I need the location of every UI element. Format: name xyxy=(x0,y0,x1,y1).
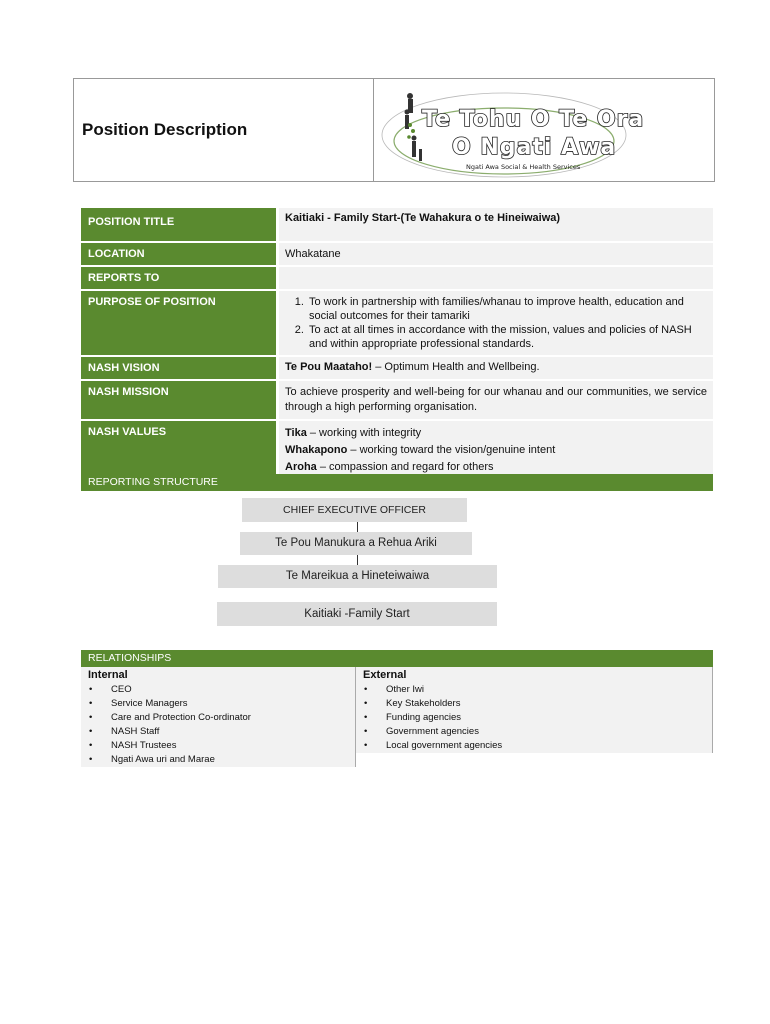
list-item: • Other Iwi xyxy=(356,683,712,697)
label-vision: NASH VISION xyxy=(81,356,278,380)
value-values xyxy=(278,420,714,481)
purpose-list xyxy=(285,295,707,351)
list-item: • Key Stakeholders xyxy=(356,697,712,711)
internal-list xyxy=(81,683,355,767)
org-box-manukura: Te Pou Manukura a Rehua Ariki xyxy=(240,532,472,555)
logo xyxy=(374,79,714,181)
external-label: External xyxy=(363,669,407,681)
value-reports-to xyxy=(278,266,714,290)
label-reports-to: REPORTS TO xyxy=(81,266,278,290)
reporting-structure-heading: REPORTING STRUCTURE xyxy=(81,474,713,491)
row-position-title xyxy=(81,208,713,242)
purpose-item: 2. To act at all times in accordance with the mission, values and policies of NASH and within appropriate professional standards. xyxy=(307,323,707,351)
label-location: LOCATION xyxy=(81,242,278,266)
relationships-heading: RELATIONSHIPS xyxy=(81,650,713,667)
value-item: Aroha – compassion and regard for others xyxy=(285,461,494,473)
figure-icon xyxy=(405,93,423,161)
row-location xyxy=(81,242,713,266)
value-location: Whakatane xyxy=(278,242,714,266)
title-cell xyxy=(74,79,374,181)
row-mission xyxy=(81,380,713,420)
row-purpose xyxy=(81,290,713,356)
list-item: • Government agencies xyxy=(356,725,712,739)
row-vision xyxy=(81,356,713,380)
label-position-title: POSITION TITLE xyxy=(81,208,278,242)
value-position-title: Kaitiaki - Family Start-(Te Wahakura o te Hineiwaiwa) xyxy=(278,208,714,242)
row-values xyxy=(81,420,713,481)
list-item: • NASH Staff xyxy=(81,725,355,739)
internal-column xyxy=(81,667,356,767)
internal-label: Internal xyxy=(88,669,128,681)
purpose-item: 1. To work in partnership with families/whanau to improve health, education and social outcomes for their tamariki xyxy=(307,295,707,323)
org-connector xyxy=(357,555,358,565)
list-item: • Service Managers xyxy=(81,697,355,711)
vision-text: – Optimum Health and Wellbeing. xyxy=(372,361,540,373)
org-box-ceo: CHIEF EXECUTIVE OFFICER xyxy=(242,498,467,522)
org-box-mareikua: Te Mareikua a Hineteiwaiwa xyxy=(218,565,497,588)
label-mission: NASH MISSION xyxy=(81,380,278,420)
value-vision xyxy=(278,356,714,380)
list-item: • Funding agencies xyxy=(356,711,712,725)
org-connector xyxy=(357,522,358,532)
row-reports-to xyxy=(81,266,713,290)
svg-text:Te Tohu O Te Ora: Te Tohu O Te Ora xyxy=(422,107,645,132)
logo-graphic xyxy=(374,79,714,181)
label-values: NASH VALUES xyxy=(81,420,278,481)
vision-bold: Te Pou Maataho! xyxy=(285,361,373,373)
value-item: Tika – working with integrity xyxy=(285,427,422,439)
value-purpose xyxy=(278,290,714,356)
list-item: • Care and Protection Co-ordinator xyxy=(81,711,355,725)
value-mission: To achieve prosperity and well-being for our whanau and our communities, we service through a high performing organisation. xyxy=(278,380,714,420)
position-info-table xyxy=(81,208,713,482)
label-purpose: PURPOSE OF POSITION xyxy=(81,290,278,356)
list-item: • CEO xyxy=(81,683,355,697)
svg-text:Ngati Awa Social & Health Serv: Ngati Awa Social & Health Services xyxy=(466,163,581,171)
list-item: • NASH Trustees xyxy=(81,739,355,753)
external-column xyxy=(356,667,713,753)
value-item: Whakapono – working toward the vision/genuine intent xyxy=(285,444,556,456)
external-list xyxy=(356,683,712,753)
relationships-table xyxy=(81,667,713,767)
list-item: • Local government agencies xyxy=(356,739,712,753)
list-item: • Ngati Awa uri and Marae xyxy=(81,753,355,767)
page-title: Position Description xyxy=(82,120,248,139)
org-box-kaitiaki: Kaitiaki -Family Start xyxy=(217,602,497,626)
document-header xyxy=(73,78,715,182)
svg-text:O Ngati Awa: O Ngati Awa xyxy=(452,135,617,160)
